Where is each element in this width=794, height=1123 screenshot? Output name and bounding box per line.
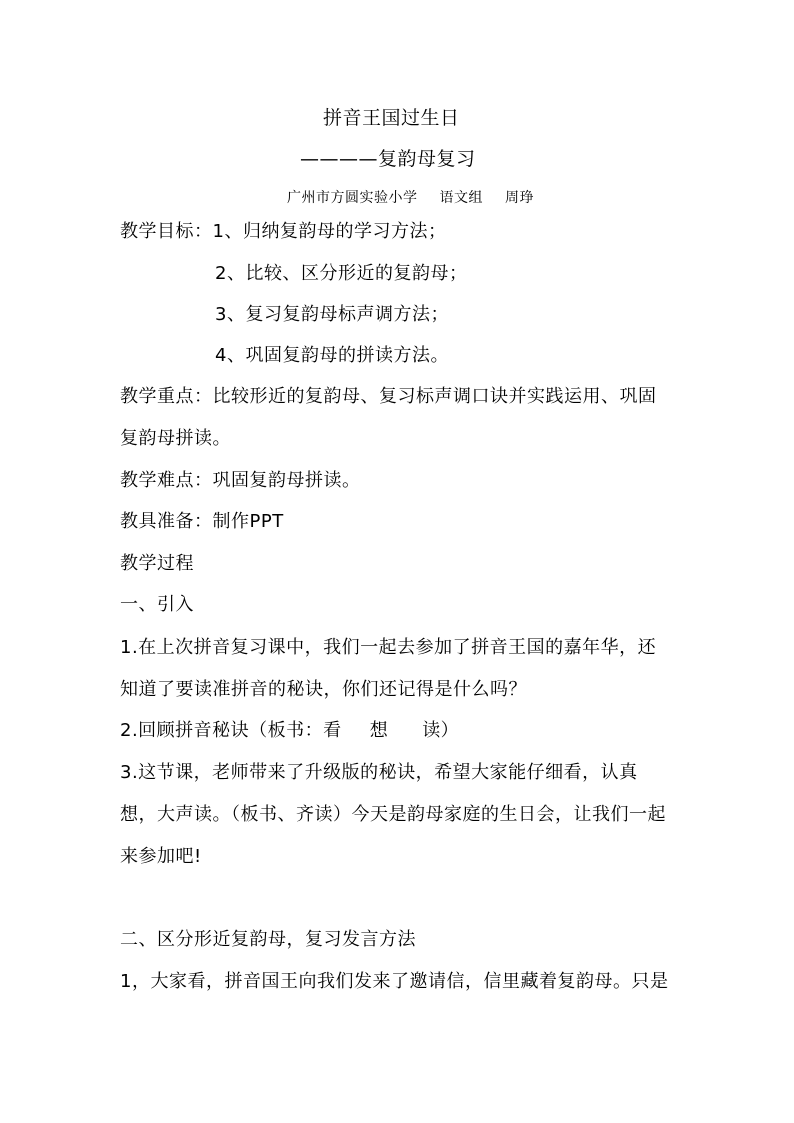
objectives-label: 教学目标： xyxy=(120,221,213,242)
paragraph-line: 来参加吧! xyxy=(120,846,202,867)
paragraph-line: 3.这节课，老师带来了升级版的秘诀，希望大家能仔细看，认真 xyxy=(120,762,638,783)
key-points-line: 教学重点：比较形近的复韵母、复习标声调口诀并实践运用、巩固 xyxy=(120,386,657,407)
paragraph-line: 1，大家看，拼音国王向我们发来了邀请信，信里藏着复韵母。只是 xyxy=(120,971,669,992)
paragraph-line: 1.在上次拼音复习课中，我们一起去参加了拼音王国的嘉年华，还 xyxy=(120,637,657,658)
objective-item: 2、比较、区分形近的复韵母； xyxy=(215,263,468,284)
paragraph-line: 想，大声读。（板书、齐读）今天是韵母家庭的生日会，让我们一起 xyxy=(120,804,666,825)
objective-item: 4、巩固复韵母的拼读方法。 xyxy=(215,345,449,366)
document-title: 拼音王国过生日 xyxy=(323,107,460,129)
document-subtitle: ————复韵母复习 xyxy=(300,148,476,170)
author-school: 广州市方圆实验小学 xyxy=(287,190,418,206)
difficulty-line: 教学难点：巩固复韵母拼读。 xyxy=(120,470,361,491)
author-line xyxy=(287,186,534,210)
paragraph-line xyxy=(120,719,459,743)
section-heading: 二、区分形近复韵母，复习发言方法 xyxy=(120,929,416,950)
section-heading: 一、引入 xyxy=(120,594,194,615)
board-lead: 2.回顾拼音秘诀（板书：看 xyxy=(120,720,342,741)
author-group: 语文组 xyxy=(439,190,483,206)
board-word: 读） xyxy=(422,720,460,741)
objective-item: 1、归纳复韵母的学习方法； xyxy=(212,221,447,242)
objectives-line-1 xyxy=(120,220,446,244)
process-heading: 教学过程 xyxy=(120,553,194,574)
key-points-line: 复韵母拼读。 xyxy=(120,428,231,449)
materials-line: 教具准备：制作PPT xyxy=(120,511,284,532)
author-name: 周琤 xyxy=(505,190,534,206)
objective-item: 3、复习复韵母标声调方法； xyxy=(215,304,449,325)
board-word: 想 xyxy=(369,720,389,741)
paragraph-line: 知道了要读准拼音的秘诀，你们还记得是什么吗？ xyxy=(120,679,527,700)
